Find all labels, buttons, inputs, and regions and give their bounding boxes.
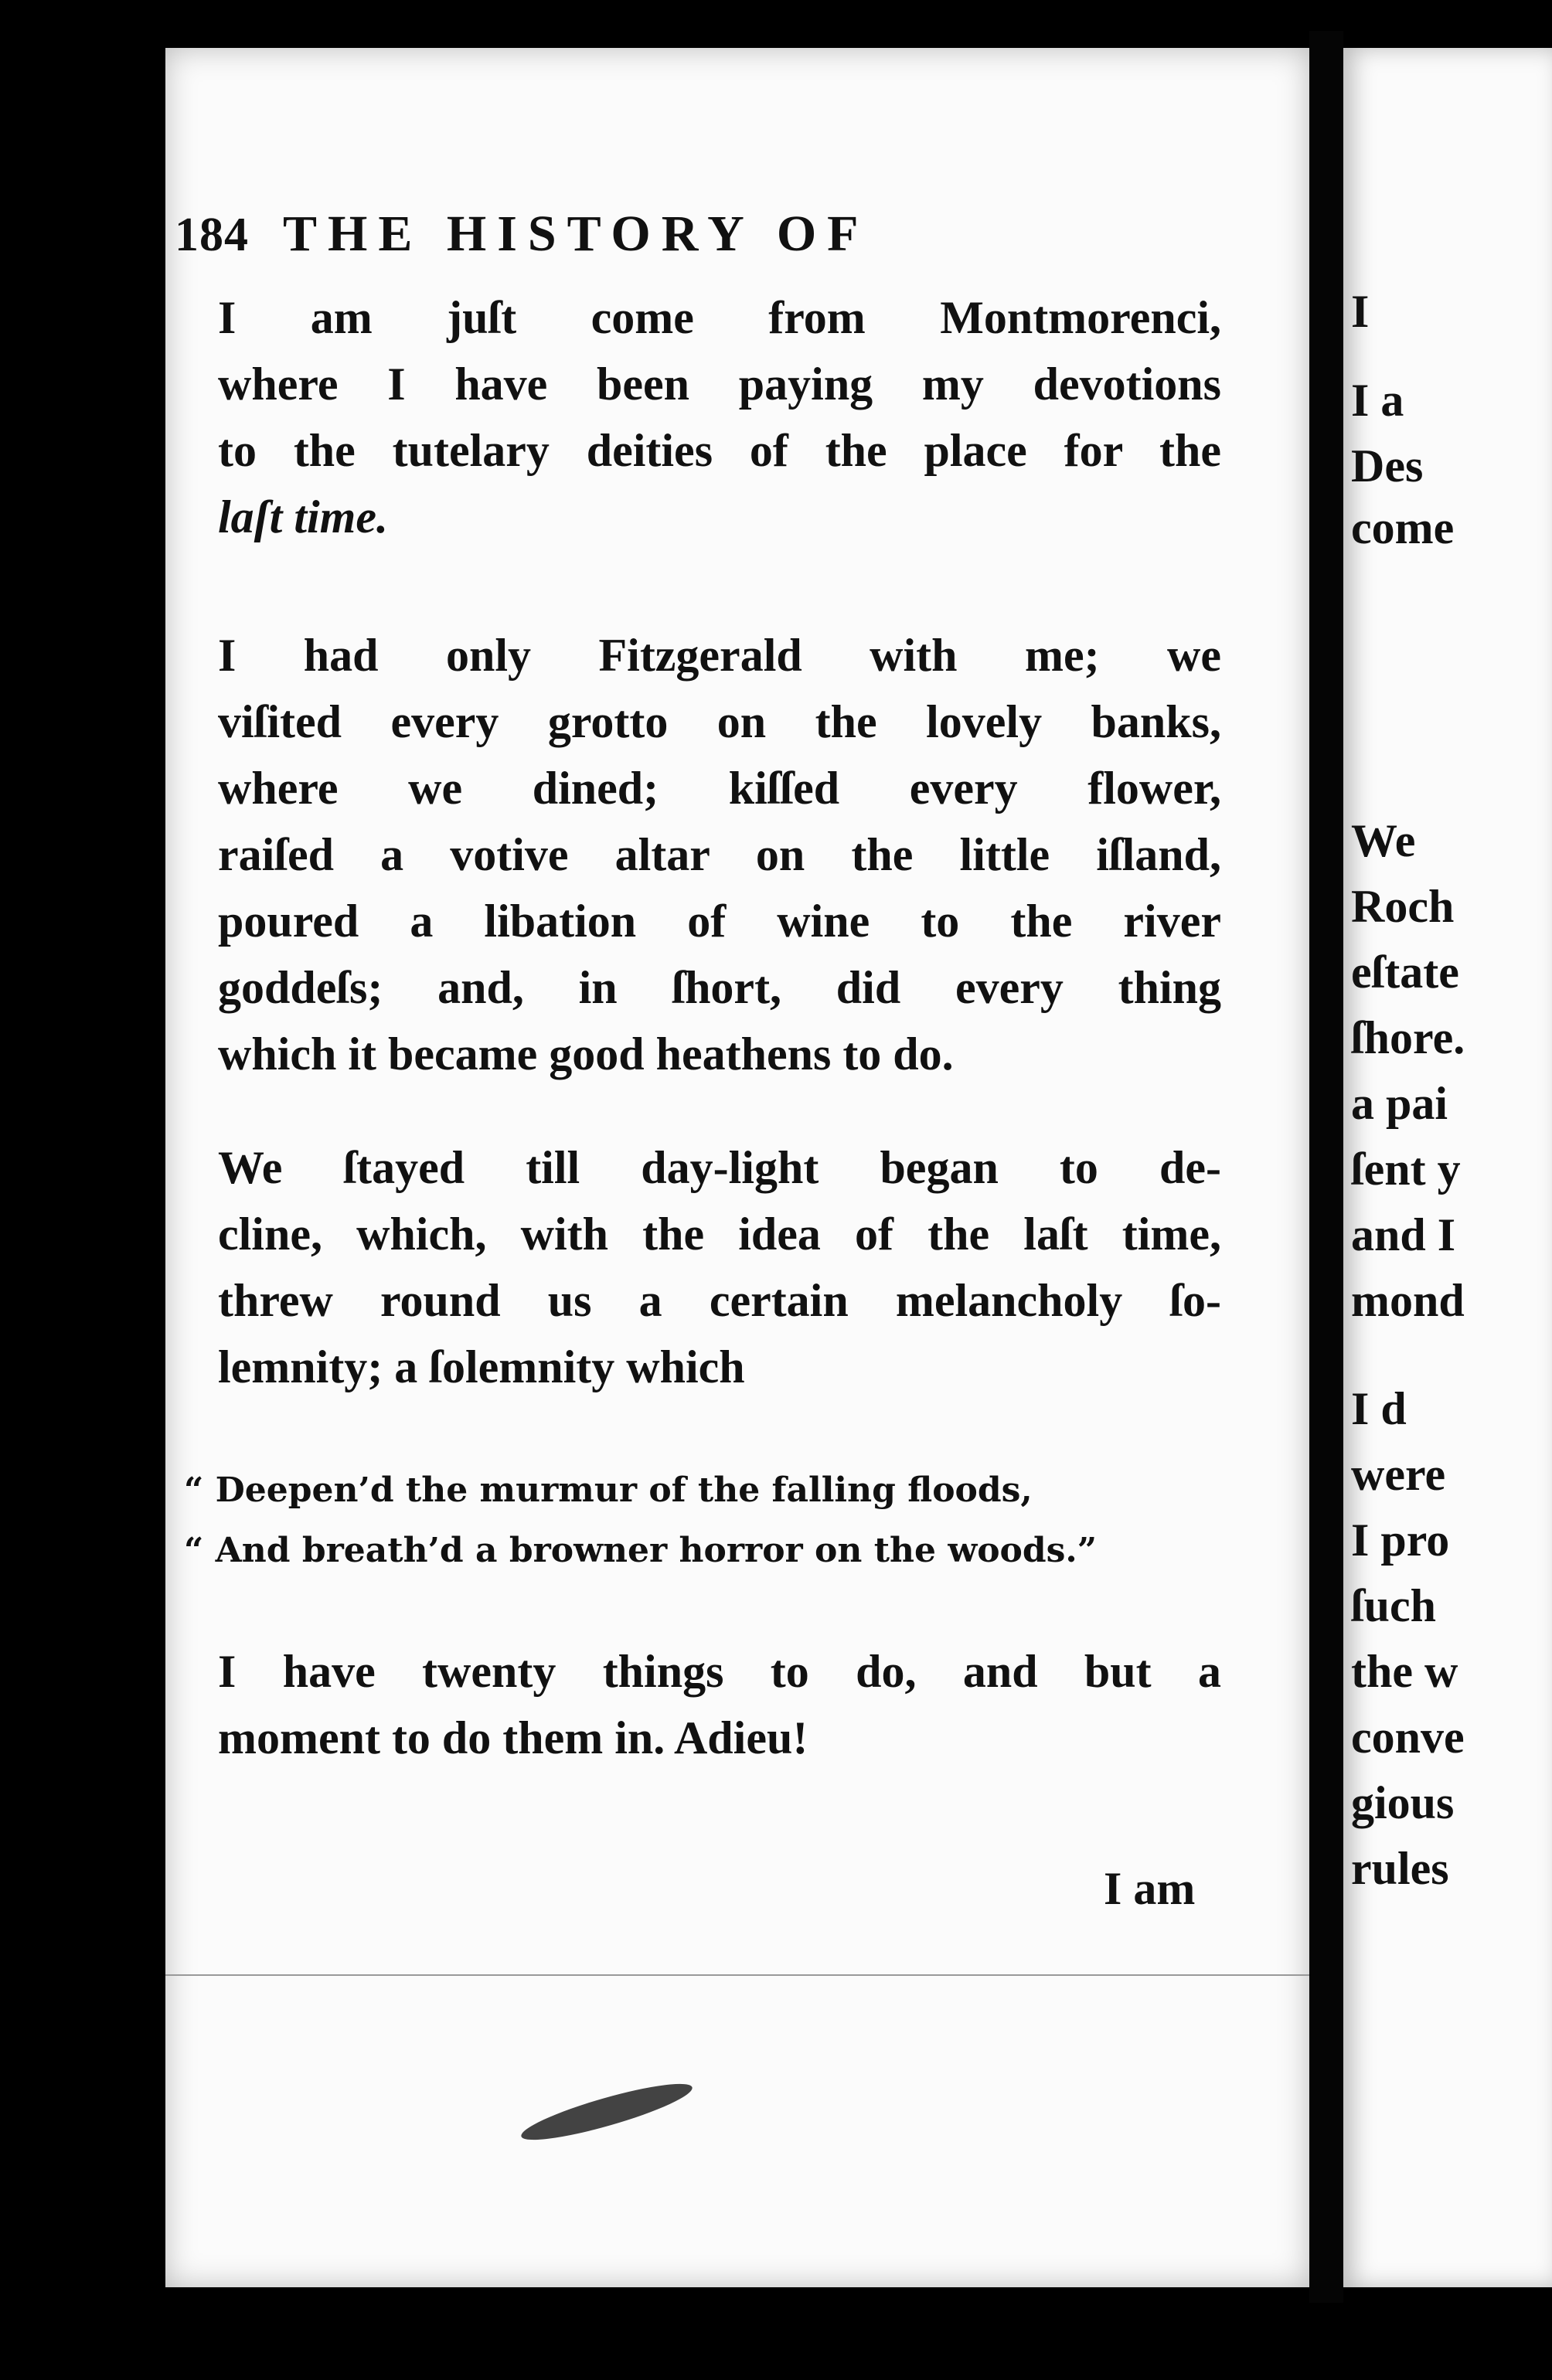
verse-line: “ Deepen’d the murmur of the falling floods, — [184, 1470, 1033, 1510]
page-divider — [165, 1974, 1309, 1976]
book-gutter — [1309, 31, 1343, 2303]
text-line: goddeſs; and, in ſhort, did every thing — [218, 962, 1221, 1013]
text-line: viſited every grotto on the lovely banks, — [218, 696, 1221, 747]
text-line: moment to do them in. Adieu! — [218, 1712, 808, 1763]
right-page-line: We — [1351, 815, 1416, 866]
text-line: lemnity; a ſolemnity which — [218, 1341, 745, 1392]
text-line: which it became good heathens to do. — [218, 1028, 954, 1080]
text-line: I have twenty things to do, and but a — [218, 1646, 1221, 1697]
paragraph-2 — [164, 622, 1221, 1087]
text-line: threw round us a certain melancholy ſo- — [218, 1275, 1221, 1326]
page-header — [175, 205, 869, 264]
text-line: laſt time. — [218, 491, 388, 542]
right-page-line: ſhore. — [1351, 1012, 1465, 1063]
running-head: THE HISTORY OF — [283, 206, 870, 262]
right-page-line: gious — [1351, 1777, 1455, 1828]
text-line: We ſtayed till day-light began to de- — [218, 1142, 1221, 1193]
right-page-line: mond — [1351, 1275, 1465, 1326]
paragraph-4 — [164, 1638, 1221, 1771]
right-page-line: I d — [1351, 1383, 1407, 1434]
right-page-line: the w — [1351, 1646, 1458, 1697]
verse-quotation — [184, 1460, 1212, 1581]
page-number: 184 — [175, 209, 249, 261]
right-page-line: ſuch — [1351, 1580, 1437, 1631]
text-line: I had only Fitzgerald with me; we — [218, 630, 1221, 681]
verse-line: “ And breath’d a browner horror on the woods.” — [184, 1531, 1098, 1570]
catchword: I am — [1104, 1863, 1196, 1914]
right-page-line: a pai — [1351, 1078, 1448, 1129]
text-line: where I have been paying my devotions — [218, 359, 1221, 410]
paragraph-3 — [164, 1134, 1221, 1400]
right-page-line: I pro — [1351, 1515, 1450, 1566]
text-line: I am juſt come from Montmorenci, — [218, 292, 1221, 343]
right-page-line: I a — [1351, 375, 1404, 426]
right-page-line: rules — [1351, 1843, 1449, 1894]
right-page-line: conve — [1351, 1712, 1465, 1763]
right-page-line: ſent y — [1351, 1144, 1461, 1195]
text-line: to the tutelary deities of the place for the — [218, 425, 1221, 476]
paragraph-1 — [164, 284, 1221, 550]
right-page-line: I — [1351, 286, 1370, 337]
text-line: where we dined; kiſſed every flower, — [218, 763, 1221, 814]
right-page — [1343, 48, 1552, 2287]
right-page-line: come — [1351, 502, 1455, 553]
text-line: raiſed a votive altar on the little iſland, — [218, 829, 1221, 880]
text-line: cline, which, with the idea of the laſt time, — [218, 1209, 1221, 1260]
right-page-line: and I — [1351, 1209, 1456, 1260]
right-page-line: were — [1351, 1449, 1446, 1500]
right-page-line: Des — [1351, 440, 1424, 491]
right-page-line: eſtate — [1351, 947, 1459, 998]
text-line: poured a libation of wine to the river — [218, 896, 1221, 947]
right-page-line: Roch — [1351, 881, 1455, 932]
